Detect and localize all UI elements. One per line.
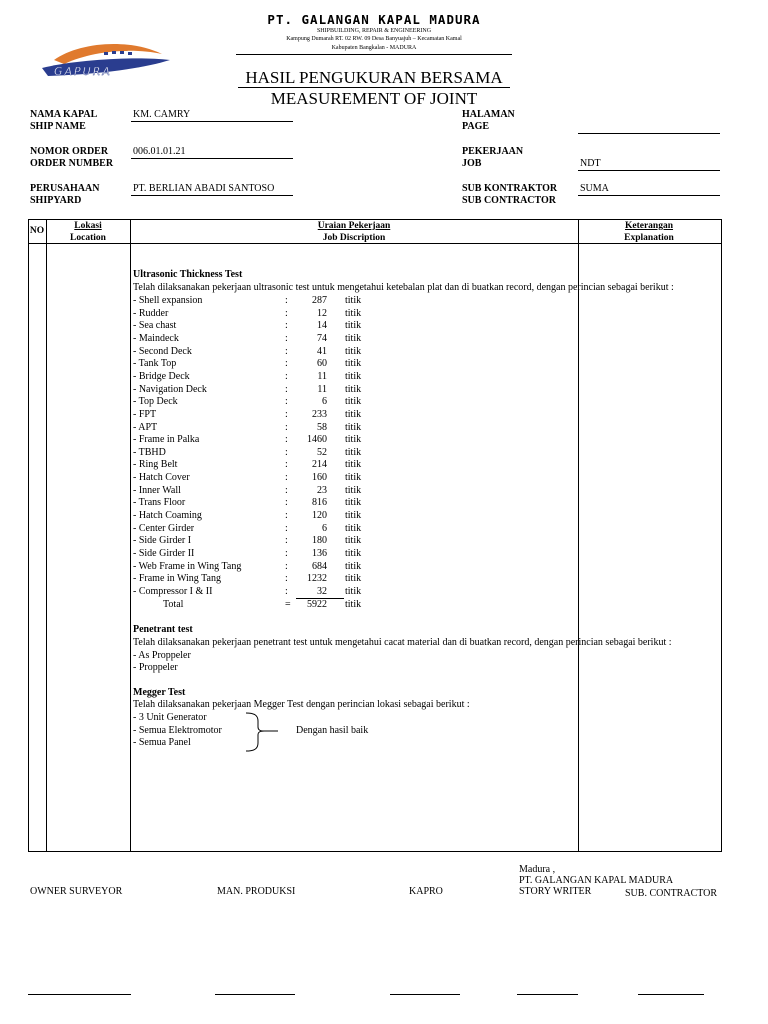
ut-item-sep: : xyxy=(285,459,288,471)
ut-item-row xyxy=(133,485,493,498)
ut-item-unit: titik xyxy=(345,408,362,420)
ut-item-row xyxy=(133,295,493,308)
ut-item-value: 136 xyxy=(312,548,327,559)
ut-item-value: 1460 xyxy=(307,434,327,446)
order-number-line xyxy=(131,158,293,159)
ut-item-sep: : xyxy=(285,332,288,344)
shipyard-label-en: SHIPYARD xyxy=(30,195,82,206)
ut-item-name: - FPT xyxy=(133,408,157,420)
megger-item-3: - Semua Panel xyxy=(133,737,191,748)
ut-item-unit: titik xyxy=(345,585,362,597)
ut-item-sep: : xyxy=(285,484,288,496)
ut-item-sep: : xyxy=(285,548,288,559)
ut-item-value: 41 xyxy=(317,345,327,357)
ut-item-value: 58 xyxy=(317,421,327,433)
ut-item-value: 52 xyxy=(317,446,327,458)
sub-contractor-line xyxy=(578,195,720,196)
col-header-job-en: Job Discription xyxy=(322,233,386,243)
megger-note: Dengan hasil baik xyxy=(296,725,369,736)
col-header-location-en: Location xyxy=(70,233,106,243)
signature-place: Madura , xyxy=(519,864,556,875)
page-line xyxy=(578,133,720,134)
ut-item-name: - Center Girder xyxy=(133,522,195,534)
signature-story-writer: STORY WRITER xyxy=(519,886,592,897)
sub-contractor-value: SUMA xyxy=(580,183,609,194)
ut-item-sep: : xyxy=(285,396,288,408)
ut-item-name: - APT xyxy=(133,421,158,433)
ut-item-row xyxy=(133,346,493,359)
title-underline xyxy=(238,87,510,88)
ut-item-unit: titik xyxy=(345,548,362,559)
megger-item-2: - Semua Elektromotor xyxy=(133,725,222,736)
ut-item-name: - Shell expansion xyxy=(133,295,203,306)
signature-line-kapro xyxy=(390,994,460,995)
sub-contractor-label-id: SUB KONTRAKTOR xyxy=(462,183,558,194)
signature-owner-surveyor: OWNER SURVEYOR xyxy=(30,886,123,897)
ut-item-unit: titik xyxy=(345,472,362,484)
ut-total-label: Total xyxy=(163,598,184,610)
pt-intro: Telah dilaksanakan pekerjaan penetrant test untuk mengetahui cacat material dan di buatkan record, dengan perincian sebagai berikut : xyxy=(133,637,672,648)
ut-item-row xyxy=(133,535,493,548)
ut-total-unit: titik xyxy=(345,598,362,610)
ut-item-value: 60 xyxy=(317,358,327,370)
ut-item-unit: titik xyxy=(345,421,362,433)
ut-item-sep: : xyxy=(285,358,288,370)
sub-contractor-label-en: SUB CONTRACTOR xyxy=(462,195,556,206)
ut-item-name: - Hatch Cover xyxy=(133,472,190,484)
col-header-location-id: Lokasi xyxy=(74,221,102,231)
ut-item-name: - Compressor I & II xyxy=(133,585,213,597)
ut-item-unit: titik xyxy=(345,510,362,522)
ut-item-sep: : xyxy=(285,585,288,597)
ut-item-name: - Side Girder I xyxy=(133,535,192,547)
ut-item-row xyxy=(133,371,493,384)
ut-item-row xyxy=(133,320,493,333)
ut-item-value: 11 xyxy=(317,383,327,395)
signature-company: PT. GALANGAN KAPAL MADURA xyxy=(519,875,674,886)
ut-item-sep: : xyxy=(285,522,288,534)
ut-item-row xyxy=(133,447,493,460)
ut-item-name: - Rudder xyxy=(133,307,169,319)
ut-item-sep: : xyxy=(285,345,288,357)
ut-item-row xyxy=(133,409,493,422)
ut-item-unit: titik xyxy=(345,332,362,344)
ut-heading: Ultrasonic Thickness Test xyxy=(133,269,243,280)
megger-item-1: - 3 Unit Generator xyxy=(133,712,207,723)
ut-item-value: 233 xyxy=(312,408,327,420)
ut-item-row xyxy=(133,510,493,523)
ut-item-sep: : xyxy=(285,307,288,319)
col-header-job-id: Uraian Pekerjaan xyxy=(317,221,391,231)
signature-kapro: KAPRO xyxy=(409,886,443,897)
page-label-id: HALAMAN xyxy=(462,109,515,120)
megger-intro: Telah dilaksanakan pekerjaan Megger Test dengan perincian lokasi sebagai berikut : xyxy=(133,699,470,710)
ut-item-name: - Sea chast xyxy=(133,320,177,332)
col-divider-job xyxy=(578,219,579,851)
ut-item-name: - Inner Wall xyxy=(133,484,181,496)
company-address-1: Kampung Dumarah RT. 02 RW. 09 Desa Banyuajuh – Kecamatan Kamal xyxy=(286,36,462,42)
ut-item-name: - Side Girder II xyxy=(133,548,195,559)
job-value: NDT xyxy=(580,158,601,169)
ut-item-name: - Top Deck xyxy=(133,396,178,408)
ut-item-sep: : xyxy=(285,320,288,332)
ut-item-name: - Second Deck xyxy=(133,345,192,357)
header-divider xyxy=(236,54,512,55)
ut-item-unit: titik xyxy=(345,522,362,534)
ut-item-unit: titik xyxy=(345,295,362,306)
company-name: PT. GALANGAN KAPAL MADURA xyxy=(267,12,481,27)
ut-item-sep: : xyxy=(285,446,288,458)
ut-item-sep: : xyxy=(285,383,288,395)
ut-item-row xyxy=(133,523,493,536)
shipyard-value: PT. BERLIAN ABADI SANTOSO xyxy=(133,183,275,194)
ut-item-name: - Frame in Palka xyxy=(133,434,200,446)
order-number-label-en: ORDER NUMBER xyxy=(30,158,114,169)
ut-item-value: 214 xyxy=(312,459,327,471)
ship-name-value: KM. CAMRY xyxy=(133,109,191,120)
job-line xyxy=(578,170,720,171)
ut-item-name: - Navigation Deck xyxy=(133,383,207,395)
ut-item-sep: : xyxy=(285,560,288,572)
shipyard-line xyxy=(131,195,293,196)
pt-item-1: - As Proppeler xyxy=(133,650,191,661)
col-header-no: NO xyxy=(29,226,45,236)
ut-item-row xyxy=(133,333,493,346)
ut-item-value: 6 xyxy=(322,396,327,408)
ut-item-unit: titik xyxy=(345,560,362,572)
ut-item-sep: : xyxy=(285,497,288,509)
ut-item-row xyxy=(133,308,493,321)
ut-item-sep: : xyxy=(285,295,288,306)
ut-item-sep: : xyxy=(285,510,288,522)
ut-item-value: 32 xyxy=(317,585,327,597)
ut-item-value: 11 xyxy=(317,370,327,382)
pt-heading: Penetrant test xyxy=(133,624,193,635)
signature-line-writer xyxy=(517,994,578,995)
ut-item-name: - Web Frame in Wing Tang xyxy=(133,560,242,572)
ut-total-row xyxy=(133,599,493,612)
ut-item-name: - Bridge Deck xyxy=(133,370,190,382)
ut-item-value: 684 xyxy=(312,560,327,572)
ut-item-value: 74 xyxy=(317,332,327,344)
ut-intro: Telah dilaksanakan pekerjaan ultrasonic test untuk mengetahui ketebalan plat dan di buatkan record, dengan perincian sebagai berikut : xyxy=(133,282,674,293)
ut-item-unit: titik xyxy=(345,307,362,319)
ut-item-name: - Trans Floor xyxy=(133,497,186,509)
ut-item-row xyxy=(133,548,493,561)
document-subtitle: MEASUREMENT OF JOINT xyxy=(270,89,478,108)
ut-item-unit: titik xyxy=(345,370,362,382)
ut-item-sep: : xyxy=(285,472,288,484)
ut-item-row xyxy=(133,573,493,586)
col-header-explanation-id: Keterangan xyxy=(624,221,674,231)
ut-item-sep: : xyxy=(285,370,288,382)
signature-man-produksi: MAN. PRODUKSI xyxy=(217,886,296,897)
company-tagline: SHIPBUILDING, REPAIR & ENGINEERING xyxy=(316,28,432,34)
ut-item-name: - Tank Top xyxy=(133,358,177,370)
signature-line-owner xyxy=(28,994,131,995)
ut-item-row xyxy=(133,384,493,397)
col-divider-location xyxy=(130,219,131,851)
megger-heading: Megger Test xyxy=(133,687,186,698)
ut-item-unit: titik xyxy=(345,573,362,585)
ut-item-sep: : xyxy=(285,408,288,420)
ut-item-name: - Hatch Coaming xyxy=(133,510,202,522)
signature-line-production xyxy=(215,994,295,995)
ut-item-name: - Maindeck xyxy=(133,332,179,344)
signature-line-sub xyxy=(638,994,704,995)
ut-item-value: 23 xyxy=(317,484,327,496)
ut-item-unit: titik xyxy=(345,358,362,370)
ut-item-value: 287 xyxy=(312,295,327,306)
ut-item-row xyxy=(133,459,493,472)
ut-item-value: 14 xyxy=(317,320,327,332)
ut-item-value: 6 xyxy=(322,522,327,534)
ut-item-value: 1232 xyxy=(307,573,327,585)
ut-item-unit: titik xyxy=(345,497,362,509)
order-number-value: 006.01.01.21 xyxy=(133,146,186,157)
ut-item-name: - Ring Belt xyxy=(133,459,178,471)
ut-item-sep: : xyxy=(285,421,288,433)
ut-item-unit: titik xyxy=(345,434,362,446)
document-title: HASIL PENGUKURAN BERSAMA xyxy=(245,68,503,87)
ut-item-value: 180 xyxy=(312,535,327,547)
ut-item-sep: : xyxy=(285,535,288,547)
ut-item-sep: : xyxy=(285,573,288,585)
ut-item-unit: titik xyxy=(345,396,362,408)
col-header-explanation-en: Explanation xyxy=(624,233,674,243)
ut-item-row xyxy=(133,422,493,435)
col-divider-no xyxy=(46,219,47,851)
ut-item-unit: titik xyxy=(345,535,362,547)
pt-item-2: - Proppeler xyxy=(133,662,178,673)
job-label-en: JOB xyxy=(462,158,482,169)
ut-item-unit: titik xyxy=(345,484,362,496)
ut-item-name: - TBHD xyxy=(133,446,166,458)
ut-item-row xyxy=(133,561,493,574)
ut-item-value: 120 xyxy=(312,510,327,522)
ut-item-sep: : xyxy=(285,434,288,446)
ut-item-unit: titik xyxy=(345,459,362,471)
brace-icon xyxy=(244,711,280,753)
ship-name-label-id: NAMA KAPAL xyxy=(30,109,98,120)
ut-item-row xyxy=(133,497,493,510)
ship-name-label-en: SHIP NAME xyxy=(30,121,86,132)
ut-item-value: 160 xyxy=(312,472,327,484)
ship-name-line xyxy=(131,121,293,122)
ut-item-row xyxy=(133,472,493,485)
ut-item-row xyxy=(133,396,493,409)
order-number-label-id: NOMOR ORDER xyxy=(30,146,109,157)
logo-text: GAPURA xyxy=(54,65,112,78)
page-label-en: PAGE xyxy=(462,121,490,132)
signature-sub-contractor: SUB. CONTRACTOR xyxy=(625,888,718,899)
ut-item-unit: titik xyxy=(345,320,362,332)
ut-total-sep: = xyxy=(285,598,291,610)
ut-item-value: 12 xyxy=(317,307,327,319)
ut-item-unit: titik xyxy=(345,345,362,357)
ut-item-unit: titik xyxy=(345,383,362,395)
ut-item-name: - Frame in Wing Tang xyxy=(133,573,221,585)
ut-item-row xyxy=(133,434,493,447)
company-address-2: Kabupaten Bangkalan - MADURA xyxy=(331,45,417,51)
ut-item-unit: titik xyxy=(345,446,362,458)
shipyard-label-id: PERUSAHAAN xyxy=(30,183,100,194)
ut-sum-line xyxy=(296,598,344,599)
ut-item-value: 816 xyxy=(312,497,327,509)
ut-item-row xyxy=(133,358,493,371)
ut-total-value: 5922 xyxy=(307,598,327,610)
job-label-id: PEKERJAAN xyxy=(462,146,524,157)
